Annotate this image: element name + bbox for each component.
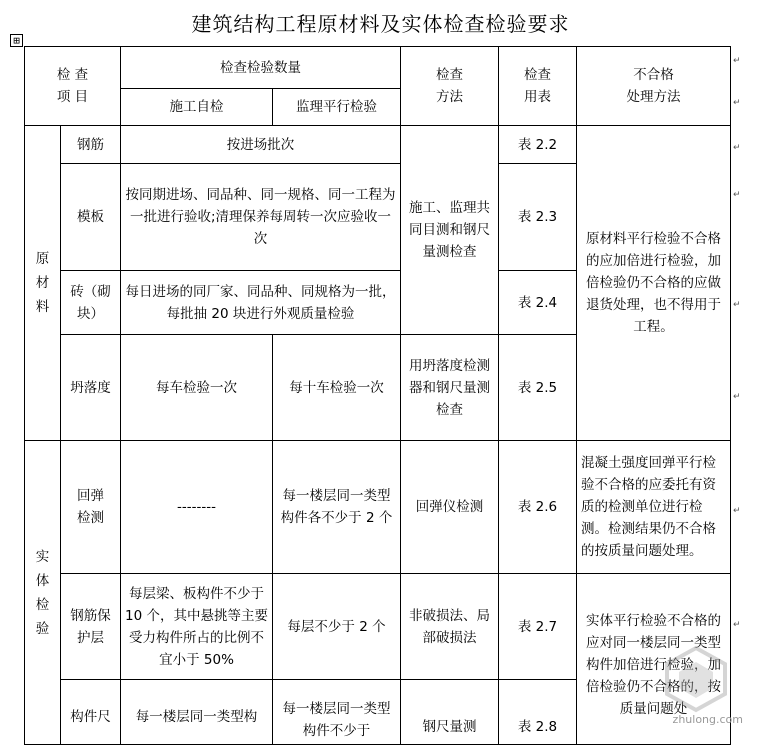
row-item: 模板 <box>61 164 121 271</box>
row-item: 钢筋 <box>61 126 121 164</box>
row-method: 回弹仪检测 <box>401 441 499 574</box>
row-supervision-check: 每一楼层同一类型构件不少于 <box>273 680 401 745</box>
row-form: 表 2.6 <box>499 441 577 574</box>
row-item: 回弹 检测 <box>61 441 121 574</box>
watermark-text: zhulong.com <box>672 713 743 726</box>
row-self-check: 每层梁、板构件不少于 10 个，其中悬挑等主要受力构件所占的比例不宜小于 50% <box>121 574 273 680</box>
row-item: 砖（砌块） <box>61 271 121 335</box>
table-move-handle-icon[interactable]: ⊞ <box>10 34 23 47</box>
row-item: 钢筋保 护层 <box>61 574 121 680</box>
paragraph-mark: ↵ <box>733 56 741 66</box>
raw-nonconform: 原材料平行检验不合格的应加倍进行检验，加倍检验仍不合格的应做退货处理，也不得用于工程。 <box>577 126 731 441</box>
row-item: 构件尺 <box>61 680 121 745</box>
row-form: 表 2.5 <box>499 335 577 441</box>
row-self-check: -------- <box>121 441 273 574</box>
paragraph-mark: ↵ <box>733 620 741 630</box>
rebound-nonconform: 混凝土强度回弹平行检验不合格的应委托有资质的检测单位进行检测。检测结果仍不合格的按质量问题处理。 <box>577 441 731 574</box>
row-self-check: 每车检验一次 <box>121 335 273 441</box>
document-title: 建筑结构工程原材料及实体检查检验要求 <box>191 12 570 36</box>
row-form: 表 2.7 <box>499 574 577 680</box>
paragraph-mark: ↵ <box>733 506 741 516</box>
row-item: 坍落度 <box>61 335 121 441</box>
raw-method: 施工、监理共同目测和钢尺量测检查 <box>401 126 499 335</box>
row-form: 表 2.2 <box>499 126 577 164</box>
header-method: 检查 方法 <box>401 47 499 126</box>
requirements-table <box>24 46 731 745</box>
row-quantity: 每日进场的同厂家、同品种、同规格为一批，每批抽 20 块进行外观质量检验 <box>121 271 401 335</box>
paragraph-mark: ↵ <box>733 392 741 402</box>
header-form: 检查 用表 <box>499 47 577 126</box>
paragraph-mark: ↵ <box>733 143 741 153</box>
paragraph-mark: ↵ <box>733 98 741 108</box>
row-quantity: 按进场批次 <box>121 126 401 164</box>
row-form: 表 2.4 <box>499 271 577 335</box>
row-self-check: 每一楼层同一类型构 <box>121 680 273 745</box>
watermark-logo-icon <box>661 644 731 714</box>
row-supervision-check: 每十车检验一次 <box>273 335 401 441</box>
row-form: 表 2.3 <box>499 164 577 271</box>
row-method: 用坍落度检测器和钢尺量测检查 <box>401 335 499 441</box>
header-self-check: 施工自检 <box>121 89 273 126</box>
paragraph-mark: ↵ <box>733 300 741 310</box>
row-supervision-check: 每层不少于 2 个 <box>273 574 401 680</box>
row-supervision-check: 每一楼层同一类型构件各不少于 2 个 <box>273 441 401 574</box>
group-entity-check: 实 体 检 验 <box>25 441 61 745</box>
row-method: 钢尺量测 <box>401 680 499 745</box>
entity-nonconform: 实体平行检验不合格的应对同一楼层同一类型构件加倍进行检验，加倍检验仍不合格的，按质量问题处 <box>577 574 731 745</box>
group-raw-material: 原 材 料 <box>25 126 61 441</box>
header-nonconform: 不合格 处理方法 <box>577 47 731 126</box>
header-supervision-check: 监理平行检验 <box>273 89 401 126</box>
header-item: 检 查 项 目 <box>25 47 121 126</box>
row-method: 非破损法、局部破损法 <box>401 574 499 680</box>
header-quantity: 检查检验数量 <box>121 47 401 89</box>
row-form: 表 2.8 <box>499 680 577 745</box>
row-quantity: 按同期进场、同品种、同一规格、同一工程为一批进行验收;清理保养每周转一次应验收一次 <box>121 164 401 271</box>
paragraph-mark: ↵ <box>733 190 741 200</box>
